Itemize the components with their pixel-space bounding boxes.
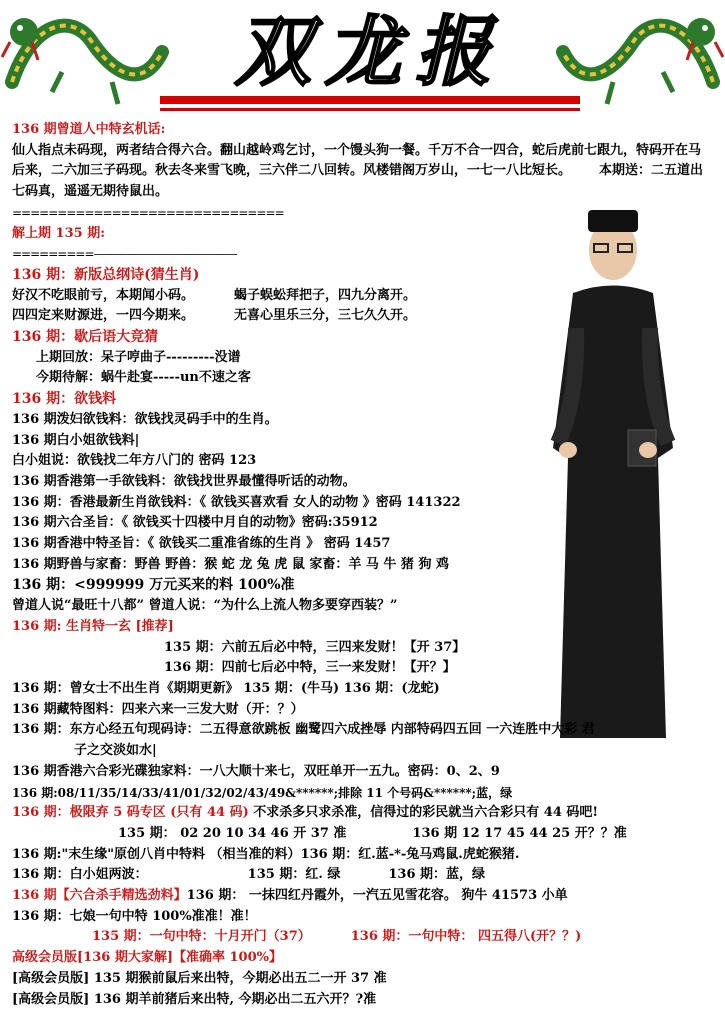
intro-send-text: 本期送：二五道出七码真，遥遥无期待鼠出。 [12,163,704,200]
money-line-2: 136 期白小姐欲钱料| [12,432,140,448]
money-line-10: 曾道人说“最旺十八都” 曾道人说：“为什么上流人物多要穿西装？” [12,598,398,614]
poem-line-2 [12,306,714,327]
limit-line-2: 136 期:"末生缘"原创八肖中特料 （相当准的料）136 期：红.蓝-*-兔马鸡鼠.虎蛇猴猪. [12,846,520,862]
zodiac-line-2: 136 期：四前七后必中特，三一来发财！【开？】 [164,660,456,676]
separator-1: ============================== [12,205,284,220]
title-underline-thin [160,108,580,111]
page-title: 双龙报 [235,7,505,96]
prev-period-heading: 解上期 135 期: [12,225,105,241]
money-heading: 136 期：欲钱料 [12,391,117,408]
kill-line-2a: 135 期：一句中特：十月开门（37） [92,929,311,945]
vip-line-2: [高级会员版] 136 期羊前猪后来出特, 今期必出二五六开？?准 [12,991,377,1007]
riddle-review: 上期回放：呆子哼曲子---------没谱 [36,349,241,365]
zodiac-heading: 136 期: 生肖特一玄 [推荐] [12,618,174,634]
money-line-7: 136 期香港中特圣旨：《 欲钱买二重准省练的生肖 》 密码 1457 [12,536,391,552]
riddle-heading: 136 期：歇后语大竞猜 [12,329,159,346]
dragon-left-icon [2,2,172,112]
vip-line-1: [高级会员版] 135 期猴前鼠后来出特，今期必出五二一开 37 准 [12,970,387,986]
intro-heading: 136 期曾道人中特玄机话: [12,122,166,137]
zodiac-line-6: 136 期香港六合彩光碟独家料：一八大顺十来七，双旺单开一五九。密码：0、2、9 [12,763,500,779]
kill-header-line [12,886,714,907]
money-line-3: 白小姐说：欲钱找二年方八门的 密码 123 [12,453,257,469]
limit-line-3a: 136 期：白小姐两波： [12,867,148,883]
money-line-6: 136 期六合圣旨：《 欲钱买十四楼中月自的动物》密码:35912 [12,515,378,531]
zodiac-line-3: 136 期：曾女士不出生肖《期期更新》 135 期：(牛马) 136 期：(龙蛇) [12,680,440,696]
kill-desc: 136 期： 一抹四红丹霞外，一汽五见雪花容。 狗牛 41573 小单 [186,888,568,904]
money-line-4: 136 期香港第一手欲钱料：欲钱找世界最懂得听话的动物。 [12,473,356,489]
riddle-today: 今期待解：蜗牛赴宴-----un不速之客 [36,370,251,386]
limit-line-1 [12,824,714,845]
poem-line-1b: 蝎子蜈蚣拜把子，四九分离开。 [234,287,417,303]
vip-heading: 高级会员版[136 期大家解]【准确率 100%】 [12,950,282,966]
article-body [12,120,714,1010]
poem-heading: 136 期：新版总纲诗(猜生肖) [12,266,200,283]
limit-line-3 [12,865,714,886]
money-line-5: 136 期：香港最新生肖欲钱料：《 欲钱买喜欢看 女人的动物 》密码 141322 [12,494,461,510]
poem-line-1 [12,286,714,307]
limit-line-3b: 135 期：红. 绿 [247,867,341,883]
separator-2: =========————————————— [12,247,237,262]
zodiac-line-7: 136 期:08/11/35/14/33/41/01/32/02/43/49&******;排除 11 个号码&******;蓝，绿 [12,785,513,800]
limit-line-1a: 135 期： 02 20 10 34 46 开 37 准 [118,825,347,841]
limit-line-1b: 136 期 12 17 45 44 25 开？？准 [412,825,627,841]
zodiac-line-1: 135 期：六前五后必中特，三四来发财！【开 37】 [164,639,466,655]
intro-poem [12,141,712,203]
kill-heading: 136 期【六合杀手精选劲料】 [12,888,187,904]
zodiac-line-5b: 子之交淡如水| [74,743,157,759]
title-underline [160,96,580,104]
intro-poem-text: 仙人指点未码现，两者结合得六合。翻山越岭鸡乞讨，一个馒头狗一餐。千万不合一四合，蛇后虎前七跟九，特码开在马后来，二六加三子码现。秋去冬来雪飞晚，三六伴二八回转。风楼错阁万岁山，一七一八比短长。 [12,142,702,179]
money-line-8: 136 期野兽与家畜：野兽 野兽：猴 蛇 龙 兔 虎 鼠 家畜：羊 马 牛 猪 狗 鸡 [12,556,449,572]
poem-line-2b: 无喜心里乐三分，三七久久开。 [234,308,417,324]
limit-heading: 136 期：极限弃 5 码专区 (只有 44 码) [12,805,249,821]
zodiac-line-5: 136 期：东方心经五句现码诗：二五得意欲跳板 幽鹭四六成挫辱 内部特码四五回 一六连胜中大彩 君 [12,722,595,738]
kill-line-2 [12,927,714,948]
kill-line-1: 136 期：七娘一句中特 100%准准！准！ [12,908,257,924]
kill-line-2b: 136 期：一句中特： 四五得八(开？？) [350,929,582,945]
limit-line-3c: 136 期：蓝，绿 [388,867,486,883]
poem-line-1a: 好汉不吃眼前亏，本期闻小码。 [12,287,195,303]
money-line-9: 136 期：<999999 万元买来的料 100%准 [12,577,295,594]
zodiac-line-4: 136 期藏特图料：四来六来一三发大财（开：？） [12,701,304,717]
money-line-1: 136 期泼妇欲钱料：欲钱找灵码手中的生肖。 [12,411,278,427]
limit-desc: 不求杀多只求杀准，信得过的彩民就当六合彩只有 44 码吧! [248,805,599,821]
poem-line-2a: 四四定来财源进，一四今期来。 [12,308,195,324]
limit-header-line [12,803,714,824]
header-banner [0,0,725,118]
